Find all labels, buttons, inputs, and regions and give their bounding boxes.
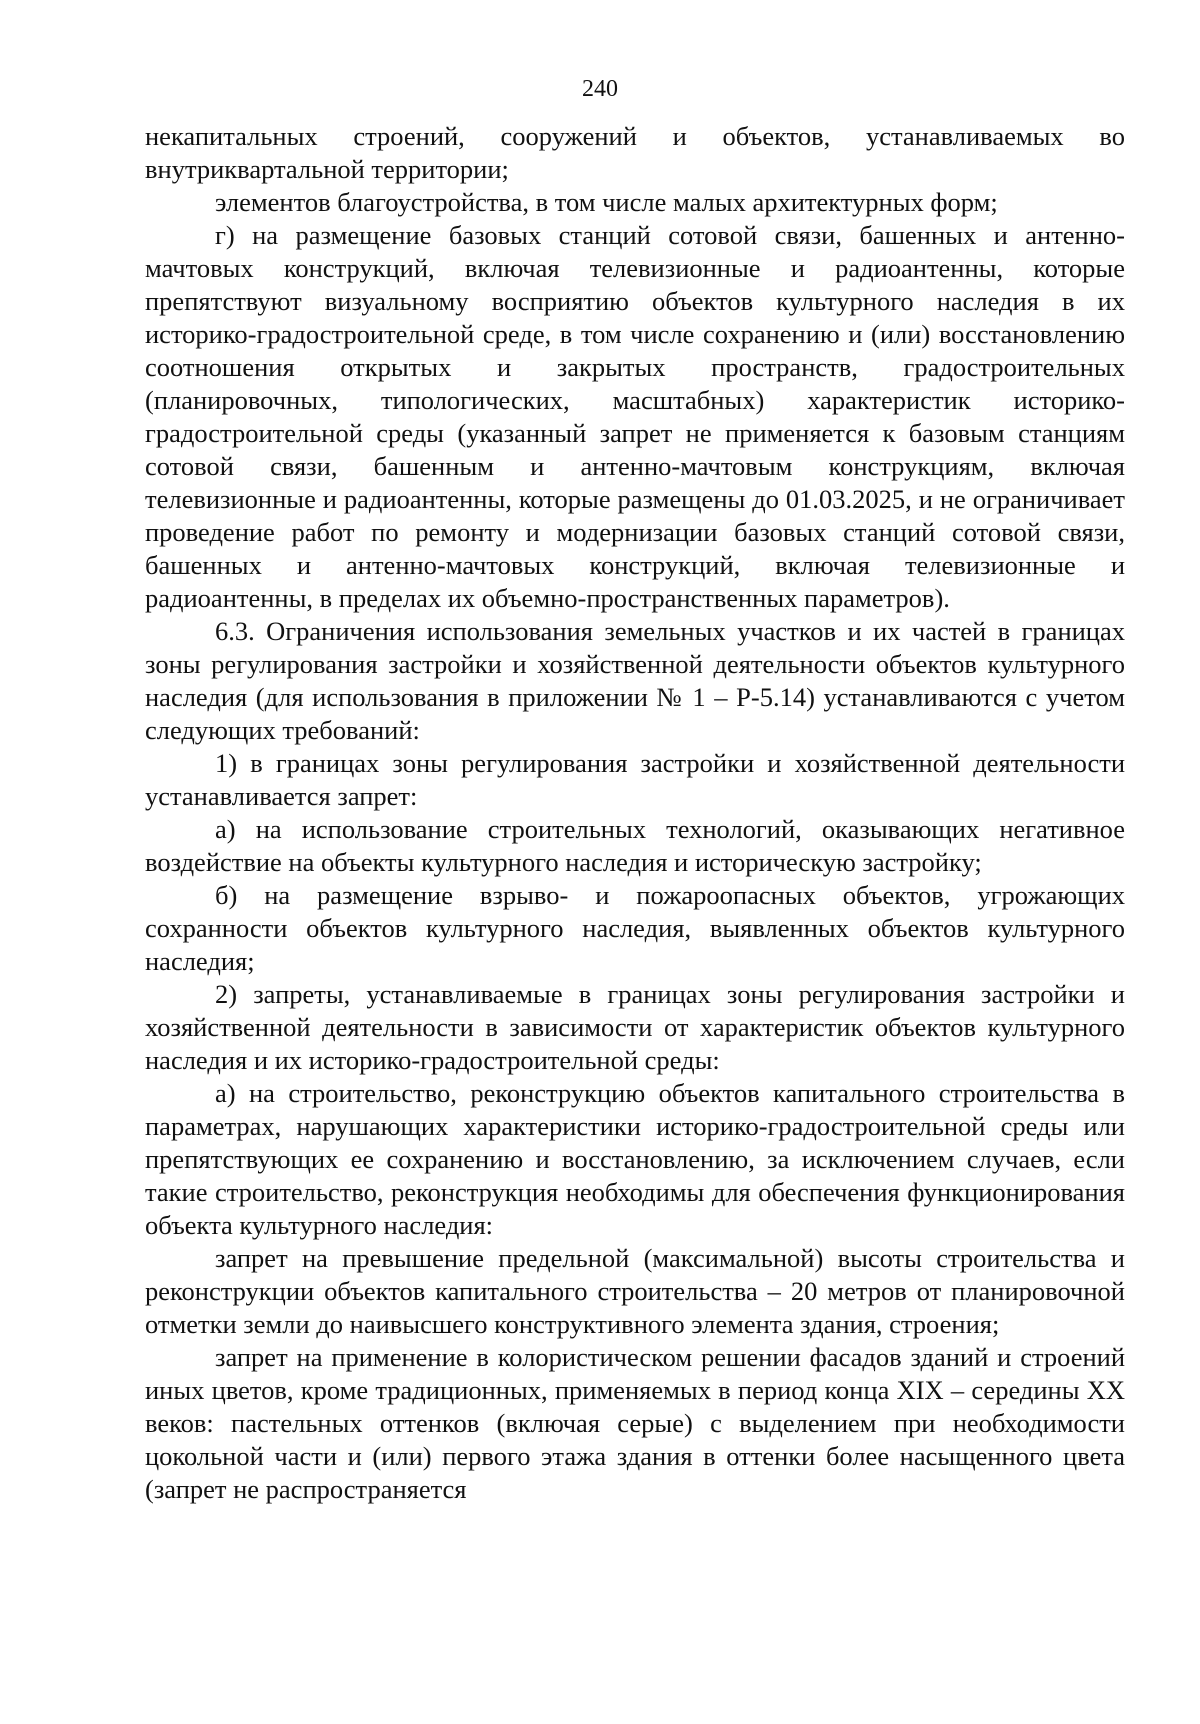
paragraph-5: 1) в границах зоны регулирования застройки и хозяйственной деятельности устанавливается запрет: [145, 748, 1125, 811]
document-body [145, 120, 1125, 1506]
paragraph-7: б) на размещение взрыво- и пожароопасных объектов, угрожающих сохранности объектов культурного наследия, выявленных объектов культурного наследия; [145, 880, 1125, 976]
paragraph-2: элементов благоустройства, в том числе малых архитектурных форм; [215, 187, 998, 217]
paragraph-3: г) на размещение базовых станций сотовой связи, башенных и антенно-мачтовых конструкций, включая телевизионные и радиоантенны, которые препятствуют визуальному восприятию объектов культурного наследия в их историко-градостроительной среде, в том числе сохранению и (или) восстановлению соотношения открытых и закрытых пространств, градостроительных (планировочных, типологических, масштабных) характеристик историко-градостроительной среды (указанный запрет не применяется к базовым станциям сотовой связи, башенным и антенно-мачтовым конструкциям, включая телевизионные и радиоантенны, которые размещены до 01.03.2025, и не ограничивает проведение работ по ремонту и модернизации базовых станций сотовой связи, башенных и антенно-мачтовых конструкций, включая телевизионные и радиоантенны, в пределах их объемно-пространственных параметров). [145, 220, 1125, 613]
paragraph-1: некапитальных строений, сооружений и объектов, устанавливаемых во внутриквартальной территории; [145, 121, 1125, 184]
page-number: 240 [582, 76, 618, 102]
paragraph-6: а) на использование строительных технологий, оказывающих негативное воздействие на объекты культурного наследия и историческую застройку; [145, 814, 1125, 877]
paragraph-9: а) на строительство, реконструкцию объектов капитального строительства в параметрах, нарушающих характеристики историко-градостроительной среды или препятствующих ее сохранению и восстановлению, за исключением случаев, если такие строительство, реконструкция необходимы для обеспечения функционирования объекта культурного наследия: [145, 1078, 1125, 1240]
paragraph-11: запрет на применение в колористическом решении фасадов зданий и строений иных цветов, кроме традиционных, применяемых в период конца XIX – середины XX веков: пастельных оттенков (включая серые) с выделением при необходимости цокольной части и (или) первого этажа здания в оттенки более насыщенного цвета (запрет не распространяется [145, 1342, 1125, 1504]
paragraph-10: запрет на превышение предельной (максимальной) высоты строительства и реконструкции объектов капитального строительства – 20 метров от планировочной отметки земли до наивысшего конструктивного элемента здания, строения; [145, 1243, 1125, 1339]
paragraph-4: 6.3. Ограничения использования земельных участков и их частей в границах зоны регулирования застройки и хозяйственной деятельности объектов культурного наследия (для использования в приложении № 1 – Р-5.14) устанавливаются с учетом следующих требований: [145, 616, 1125, 745]
paragraph-8: 2) запреты, устанавливаемые в границах зоны регулирования застройки и хозяйственной деятельности в зависимости от характеристик объектов культурного наследия и их историко-градостроительной среды: [145, 979, 1125, 1075]
